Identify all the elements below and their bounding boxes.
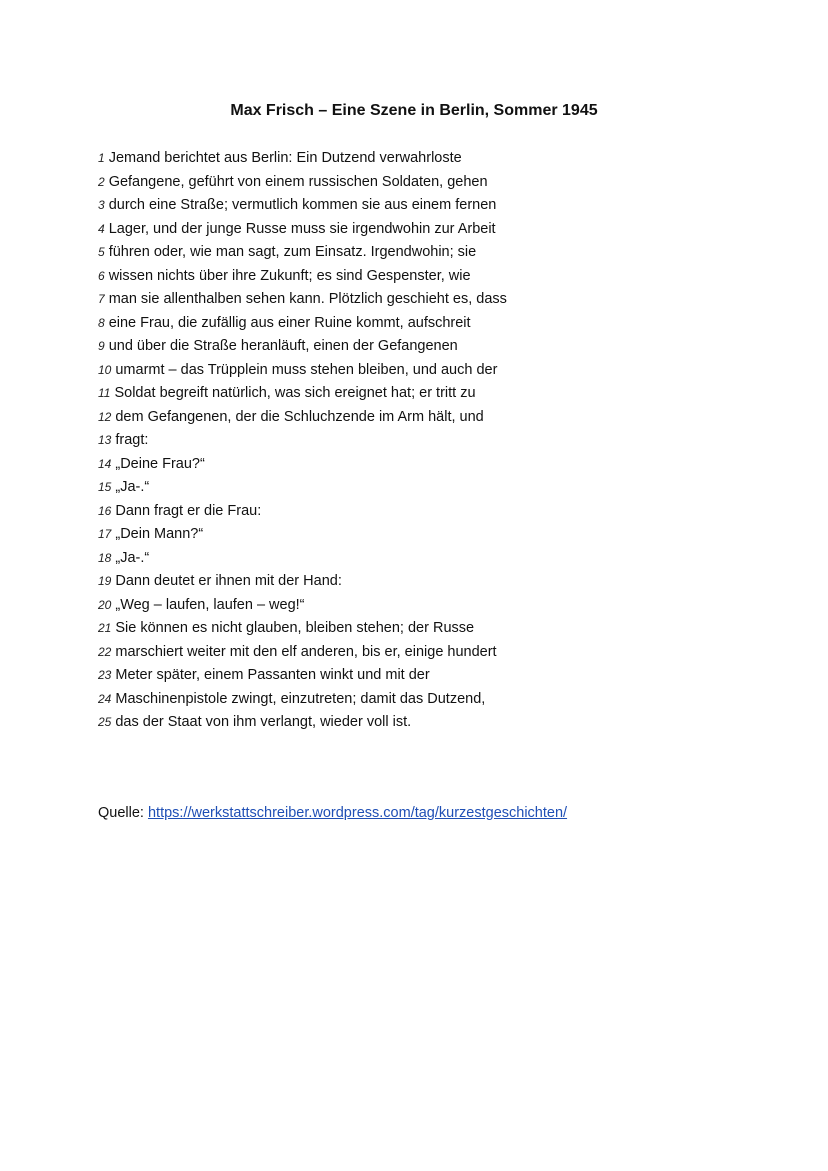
line-text: und über die Straße heranläuft, einen der Gefangenen: [108, 338, 458, 354]
line-text: „Ja-.“: [115, 549, 150, 566]
line-number: 22: [98, 644, 112, 659]
line-number: 3: [98, 198, 105, 212]
line-number: 16: [98, 503, 112, 518]
line-number: 14: [98, 456, 112, 471]
document-title: Max Frisch – Eine Szene in Berlin, Sommer 1945: [230, 102, 598, 119]
line-text: dem Gefangenen, der die Schluchzende im Arm hält, und: [115, 408, 484, 425]
line-number: 1: [98, 151, 105, 165]
text-line: [98, 194, 758, 218]
line-text: „Dein Mann?“: [115, 526, 204, 542]
line-number: 2: [98, 174, 105, 189]
line-number: 24: [98, 691, 112, 706]
line-number: 4: [98, 221, 105, 236]
text-line: [98, 547, 758, 571]
text-line: [98, 241, 758, 265]
line-number: 23: [98, 668, 112, 682]
text-line: [98, 335, 758, 359]
text-line: [98, 453, 758, 477]
text-line: [98, 688, 758, 712]
line-number: 18: [98, 550, 112, 565]
line-number: 20: [98, 597, 112, 612]
text-line: [98, 382, 758, 406]
line-text: Lager, und der junge Russe muss sie irgendwohin zur Arbeit: [108, 220, 496, 237]
text-line: [98, 406, 758, 430]
line-text: marschiert weiter mit den elf anderen, bis er, einige hundert: [115, 643, 497, 660]
line-number: 6: [98, 268, 105, 283]
line-text: „Weg – laufen, laufen – weg!“: [115, 596, 305, 613]
line-number: 17: [98, 527, 112, 541]
line-text: das der Staat von ihm verlangt, wieder voll ist.: [115, 714, 412, 730]
line-number: 9: [98, 339, 105, 353]
text-line: [98, 641, 758, 665]
text-line: [98, 429, 758, 453]
line-text: „Ja-.“: [115, 479, 150, 495]
text-line: [98, 147, 758, 171]
line-number: 5: [98, 245, 105, 259]
line-text: umarmt – das Trüpplein muss stehen bleiben, und auch der: [115, 361, 498, 378]
line-text: „Deine Frau?“: [115, 455, 205, 472]
line-text: fragt:: [115, 432, 149, 448]
line-number: 13: [98, 433, 112, 447]
text-line: [98, 711, 758, 735]
source-line: [98, 802, 567, 824]
line-number: 12: [98, 409, 112, 424]
line-text: führen oder, wie man sagt, zum Einsatz. Irgendwohin; sie: [108, 244, 477, 260]
line-text: Maschinenpistole zwingt, einzutreten; damit das Dutzend,: [115, 690, 486, 707]
line-number: 15: [98, 480, 112, 494]
text-line: [98, 288, 758, 312]
line-text: Sie können es nicht glauben, bleiben stehen; der Russe: [115, 620, 475, 636]
text-line: [98, 594, 758, 618]
text-line: [98, 218, 758, 242]
line-text: wissen nichts über ihre Zukunft; es sind Gespenster, wie: [108, 267, 471, 284]
line-number: 7: [98, 292, 105, 306]
text-line: [98, 171, 758, 195]
line-text: Dann deutet er ihnen mit der Hand:: [115, 573, 342, 589]
source-label: Quelle:: [98, 805, 144, 821]
line-number: 25: [98, 715, 112, 729]
line-number: 11: [98, 386, 111, 400]
line-number: 8: [98, 315, 105, 330]
line-text: eine Frau, die zufällig aus einer Ruine kommt, aufschreit: [108, 314, 471, 331]
line-text: Jemand berichtet aus Berlin: Ein Dutzend verwahrloste: [108, 150, 462, 166]
line-text: Meter später, einem Passanten winkt und mit der: [115, 667, 430, 683]
text-line: [98, 523, 758, 547]
line-number: 21: [98, 621, 112, 635]
line-text: Soldat begreift natürlich, was sich ereignet hat; er tritt zu: [114, 385, 476, 401]
line-text: man sie allenthalben sehen kann. Plötzlich geschieht es, dass: [108, 291, 507, 307]
line-text: Gefangene, geführt von einem russischen Soldaten, gehen: [108, 173, 488, 190]
text-line: [98, 570, 758, 594]
text-line: [98, 664, 758, 688]
text-line: [98, 500, 758, 524]
line-text: durch eine Straße; vermutlich kommen sie aus einem fernen: [108, 197, 497, 213]
numbered-text-lines: [98, 147, 758, 735]
text-line: [98, 265, 758, 289]
text-line: [98, 359, 758, 383]
source-link[interactable]: https://werkstattschreiber.wordpress.com/tag/kurzestgeschichten/: [147, 805, 568, 821]
text-line: [98, 312, 758, 336]
text-line: [98, 617, 758, 641]
line-text: Dann fragt er die Frau:: [115, 502, 262, 519]
text-line: [98, 476, 758, 500]
line-number: 10: [98, 362, 112, 377]
line-number: 19: [98, 574, 112, 588]
